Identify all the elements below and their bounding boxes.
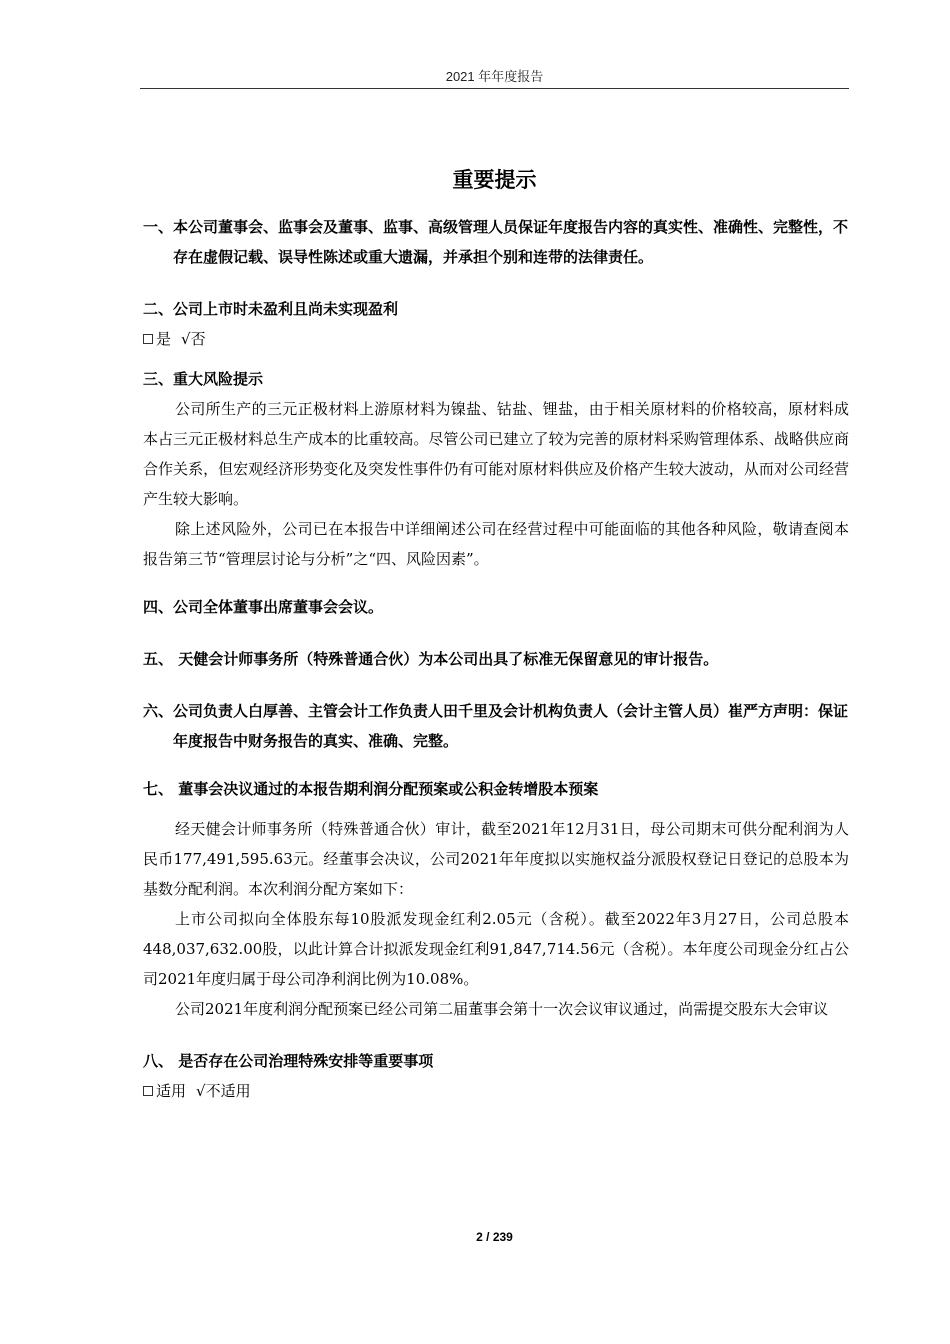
- option-not-applicable: √不适用: [196, 1082, 251, 1100]
- option-yes: 是: [156, 330, 172, 348]
- section-1-statement: 一、本公司董事会、监事会及董事、监事、高级管理人员保证年度报告内容的真实性、准确性、完整性，不存在虚假记载、误导性陈述或重大遗漏，并承担个别和连带的法律责任。: [143, 218, 849, 266]
- section-3-heading: 三、重大风险提示: [143, 370, 264, 388]
- checkbox-icon: [143, 334, 153, 344]
- section-7-heading: 七、 董事会决议通过的本报告期利润分配预案或公积金转增股本预案: [143, 780, 599, 798]
- document-body: [143, 212, 849, 1106]
- section-8-options: [143, 1076, 849, 1106]
- section-8-heading: 八、 是否存在公司治理特殊安排等重要事项: [143, 1052, 434, 1070]
- section-7-para-3: 公司2021年度利润分配预案已经公司第二届董事会第十一次会议审议通过，尚需提交股东大会审议: [175, 1000, 829, 1018]
- option-applicable: 适用: [156, 1082, 187, 1100]
- section-7-para-1: 经天健会计师事务所（特殊普通合伙）审计，截至2021年12月31日，母公司期末可供分配利润为人民币177,491,595.63元。经董事会决议，公司2021年年度拟以实施权益分派股权登记日登记的总股本为基数分配利润。本次利润分配方案如下：: [143, 820, 849, 898]
- page-header: 2021 年年度报告: [445, 69, 544, 84]
- section-3-para-1: 公司所生产的三元正极材料上游原材料为镍盐、钴盐、锂盐，由于相关原材料的价格较高，原材料成本占三元正极材料总生产成本的比重较高。尽管公司已建立了较为完善的原材料采购管理体系、战略供应商合作关系，但宏观经济形势变化及突发性事件仍有可能对原材料供应及价格产生较大波动，从而对公司经营产生较大影响。: [143, 400, 849, 508]
- section-2-heading: 二、公司上市时未盈利且尚未实现盈利: [143, 300, 399, 318]
- section-4-statement: 四、公司全体董事出席董事会会议。: [143, 598, 384, 616]
- checkbox-icon: [143, 1086, 153, 1096]
- header-divider: [140, 88, 849, 89]
- section-3-para-2: 除上述风险外，公司已在本报告中详细阐述公司在经营过程中可能面临的其他各种风险，敬请查阅本报告第三节“管理层讨论与分析”之“四、风险因素”。: [143, 520, 849, 568]
- option-no: √否: [181, 330, 206, 348]
- section-2-options: [143, 324, 849, 354]
- page-title: 重要提示: [452, 168, 537, 192]
- page-number: 2 / 239: [476, 1230, 513, 1244]
- section-6-statement: 六、公司负责人白厚善、主管会计工作负责人田千里及会计机构负责人（会计主管人员）崔严方声明：保证年度报告中财务报告的真实、准确、完整。: [143, 702, 849, 750]
- section-7-para-2: 上市公司拟向全体股东每10股派发现金红利2.05元（含税）。截至2022年3月27日，公司总股本448,037,632.00股，以此计算合计拟派发现金红利91,847,714.56元（含税）。本年度公司现金分红占公司2021年度归属于母公司净利润比例为10.08%。: [143, 910, 849, 988]
- section-5-statement: 五、 天健会计师事务所（特殊普通合伙）为本公司出具了标准无保留意见的审计报告。: [143, 650, 719, 668]
